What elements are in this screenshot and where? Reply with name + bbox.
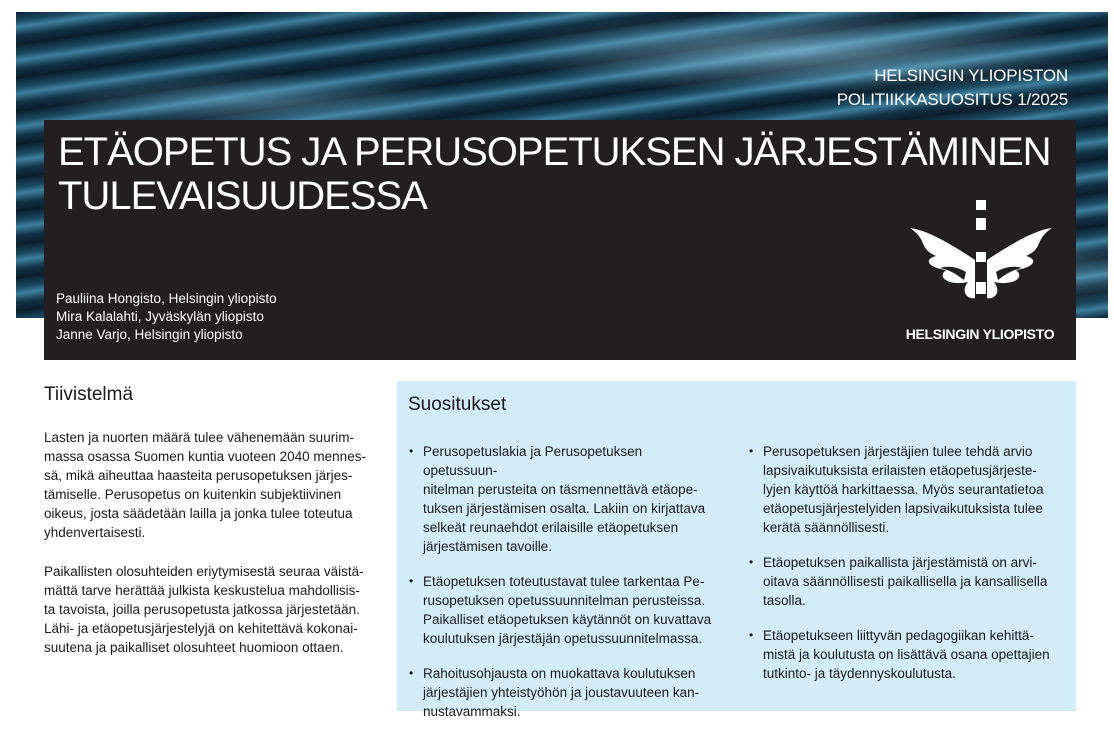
recommendations-column-right	[749, 442, 1061, 699]
text-line: tutkinto- ja täydennyskoulutusta.	[763, 666, 956, 681]
recommendations-heading: Suositukset	[408, 394, 507, 415]
recommendation-item	[749, 626, 1061, 683]
summary-section	[44, 384, 374, 677]
recommendations-column-left	[409, 442, 715, 737]
text-line: rusopetuksen opetussuunnitelman perusteissa.	[423, 593, 706, 608]
series-label	[837, 64, 1068, 112]
text-line: Paikallisten olosuhteiden eriytymisestä seuraa väistä-	[44, 564, 364, 579]
bullet-icon: •	[409, 574, 414, 588]
author: Janne Varjo, Helsingin yliopisto	[56, 327, 243, 342]
series-line: POLITIIKKASUOSITUS 1/2025	[836, 90, 1068, 109]
series-line: HELSINGIN YLIOPISTON	[874, 66, 1068, 85]
text-line: oikeus, josta säädetään lailla ja jonka tulee toteutua	[44, 506, 353, 521]
text-line: etäopetusjärjestelyiden lapsivaikutuksista tulee	[763, 501, 1043, 516]
authors-list	[56, 290, 277, 344]
text-line: lapsivaikutuksista erilaisten etäopetusjärjeste-	[763, 463, 1037, 478]
text-line: yhdenvertaisesti.	[44, 525, 146, 540]
summary-heading: Tiivistelmä	[44, 384, 134, 405]
recommendation-item	[409, 442, 715, 556]
bullet-icon: •	[749, 628, 754, 642]
title-panel	[44, 120, 1076, 360]
flame-torch-icon	[906, 200, 1054, 320]
text-line: koulutuksen järjestäjän opetussuunnitelmassa.	[423, 631, 703, 646]
recommendations-box	[397, 381, 1076, 719]
text-line: sä, mikä aiheuttaa haasteita perusopetuksen järjes-	[44, 468, 353, 483]
bullet-icon: •	[749, 555, 754, 569]
summary-paragraph	[44, 428, 374, 542]
text-line: nustavammaksi.	[423, 704, 521, 719]
text-line: Etäopetuksen paikallista järjestämistä on arvi-	[763, 555, 1037, 570]
text-line: selkeät reunaehdot erilaisille etäopetuksen	[423, 520, 679, 535]
university-logo	[898, 200, 1062, 350]
text-line: massa osassa Suomen kuntia vuoteen 2040 mennes-	[44, 449, 366, 464]
bullet-icon: •	[749, 444, 754, 458]
author: Pauliina Hongisto, Helsingin yliopisto	[56, 291, 277, 306]
text-line: Lähi- ja etäopetusjärjestelyjä on kehitettävä kokonai-	[44, 621, 358, 636]
text-line: mistä ja koulutusta on lisättävä osana opettajien	[763, 647, 1050, 662]
recommendation-item	[749, 442, 1061, 537]
text-line: tämiselle. Perusopetus on kuitenkin subjektiivinen	[44, 487, 342, 502]
text-line: oitava säännöllisesti paikallisella ja kansallisella	[763, 574, 1048, 589]
text-line: ta tavoista, joilla perusopetusta jatkossa järjestetään.	[44, 602, 360, 617]
text-line: kerätä säännöllisesti.	[763, 520, 890, 535]
text-line: suutena ja paikalliset olosuhteet huomioon ottaen.	[44, 640, 344, 655]
text-line: lyjen käyttöä harkittaessa. Myös seurantatietoa	[763, 482, 1044, 497]
text-line: tasolla.	[763, 593, 806, 608]
bullet-icon: •	[409, 666, 414, 680]
text-line: nitelman perusteita on täsmennettävä etäope-	[423, 482, 698, 497]
text-line: Rahoitusohjausta on muokattava koulutuksen	[423, 666, 696, 681]
author: Mira Kalalahti, Jyväskylän yliopisto	[56, 309, 264, 324]
text-line: järjestäjien yhteistyöhön ja joustavuuteen kan-	[423, 685, 700, 700]
title-line: TULEVAISUUDESSA	[58, 174, 427, 218]
recommendation-item	[409, 572, 715, 648]
text-line: Perusopetuslakia ja Perusopetuksen opetussuun-	[423, 444, 643, 478]
text-line: Etäopetuksen toteutustavat tulee tarkentaa Pe-	[423, 574, 705, 589]
text-line: Lasten ja nuorten määrä tulee vähenemään suurim-	[44, 430, 354, 445]
logo-wordmark: HELSINGIN YLIOPISTO	[905, 326, 1055, 342]
text-line: järjestämisen tavoille.	[423, 539, 553, 554]
text-line: Paikalliset etäopetuksen käytännöt on kuvattava	[423, 612, 712, 627]
bullet-icon: •	[409, 444, 414, 458]
text-line: tuksen järjestämisen osalta. Lakiin on kirjattava	[423, 501, 706, 516]
recommendation-item	[409, 664, 715, 721]
summary-paragraph	[44, 562, 374, 657]
text-line: Perusopetuksen järjestäjien tulee tehdä arvio	[763, 444, 1033, 459]
text-line: mättä tarve herättää julkista keskustelua mahdollisis-	[44, 583, 360, 598]
recommendation-item	[749, 553, 1061, 610]
text-line: Etäopetukseen liittyvän pedagogiikan kehittä-	[763, 628, 1034, 643]
title-line: ETÄOPETUS JA PERUSOPETUKSEN JÄRJESTÄMINEN	[58, 130, 1051, 174]
